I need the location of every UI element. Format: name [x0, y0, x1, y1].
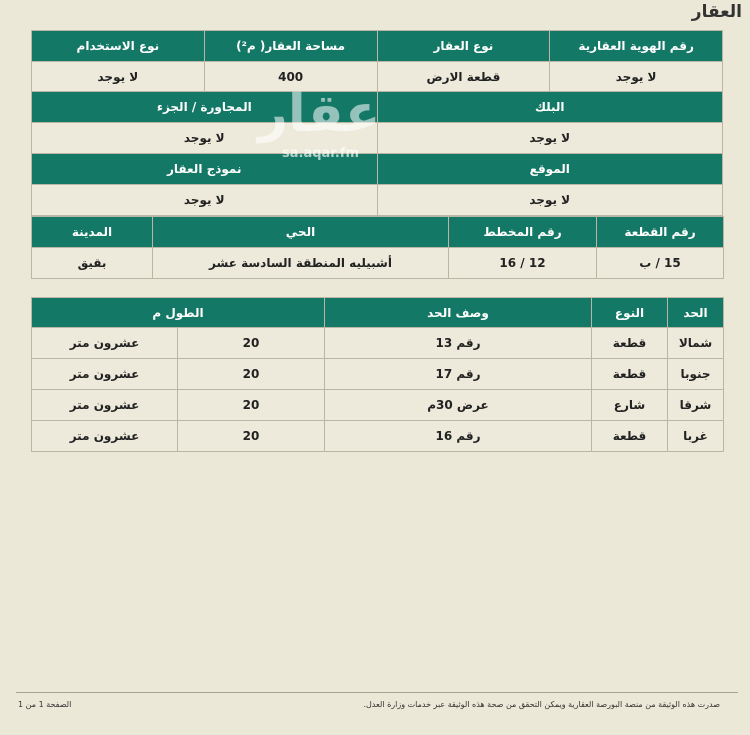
plan-number-header: رقم المخطط [449, 217, 597, 248]
plot-number-header: رقم القطعة [597, 217, 724, 248]
length-cell: 20 [178, 328, 325, 359]
description-header: وصف الحد [325, 298, 592, 328]
type-cell: قطعة [592, 421, 668, 452]
type-header: النوع [592, 298, 668, 328]
neighbor-part-value: لا يوجد [32, 123, 378, 154]
address-table [31, 216, 724, 279]
length-words-cell: عشرون متر [32, 390, 178, 421]
type-cell: قطعة [592, 328, 668, 359]
usage-type-value: لا يوجد [32, 62, 205, 93]
table-row [32, 359, 724, 390]
watermark-logo: عقار [258, 84, 381, 144]
plan-number-value: 12 / 16 [449, 248, 597, 279]
footer-notice: صدرت هذه الوثيقة من منصة البورصة العقارية ويمكن التحقق من صحة هذه الوثيقة عبر خدمات وزارة العدل. [363, 700, 720, 709]
description-cell: رقم 13 [325, 328, 592, 359]
location-value: لا يوجد [377, 185, 723, 216]
table-row [32, 390, 724, 421]
footer-divider [16, 692, 738, 693]
watermark-site: sa.aqar.fm [282, 146, 359, 161]
side-cell: شمالا [668, 328, 724, 359]
length-words-cell: عشرون متر [32, 421, 178, 452]
table-row [32, 421, 724, 452]
length-words-cell: عشرون متر [32, 359, 178, 390]
identity-number-header: رقم الهوية العقارية [550, 31, 723, 62]
description-cell: عرض 30م [325, 390, 592, 421]
length-cell: 20 [178, 390, 325, 421]
type-cell: قطعة [592, 359, 668, 390]
block-header: البلك [377, 92, 723, 123]
type-cell: شارع [592, 390, 668, 421]
length-header: الطول م [32, 298, 325, 328]
plot-number-value: 15 / ب [597, 248, 724, 279]
identity-number-value: لا يوجد [550, 62, 723, 93]
property-type-header: نوع العقار [377, 31, 550, 62]
page-number: الصفحة 1 من 1 [18, 700, 72, 709]
usage-type-header: نوع الاستخدام [32, 31, 205, 62]
section-title: العقار [691, 2, 742, 22]
block-value: لا يوجد [377, 123, 723, 154]
neighbor-part-header: المجاورة / الجزء [32, 92, 378, 123]
property-model-value: لا يوجد [32, 185, 378, 216]
district-header: الحي [153, 217, 449, 248]
area-value: 400 [204, 62, 377, 93]
district-value: أشبيليه المنطقة السادسة عشر [153, 248, 449, 279]
side-cell: شرقا [668, 390, 724, 421]
side-cell: غربا [668, 421, 724, 452]
description-cell: رقم 17 [325, 359, 592, 390]
length-cell: 20 [178, 421, 325, 452]
location-table [31, 153, 723, 216]
city-header: المدينة [32, 217, 153, 248]
description-cell: رقم 16 [325, 421, 592, 452]
property-model-header: نموذج العقار [32, 154, 378, 185]
property-type-value: قطعة الارض [377, 62, 550, 93]
side-header: الحد [668, 298, 724, 328]
length-cell: 20 [178, 359, 325, 390]
side-cell: جنوبا [668, 359, 724, 390]
boundaries-table [31, 297, 724, 452]
table-row [32, 328, 724, 359]
area-header: مساحة العقار( م²) [204, 31, 377, 62]
length-words-cell: عشرون متر [32, 328, 178, 359]
location-header: الموقع [377, 154, 723, 185]
city-value: بقيق [32, 248, 153, 279]
